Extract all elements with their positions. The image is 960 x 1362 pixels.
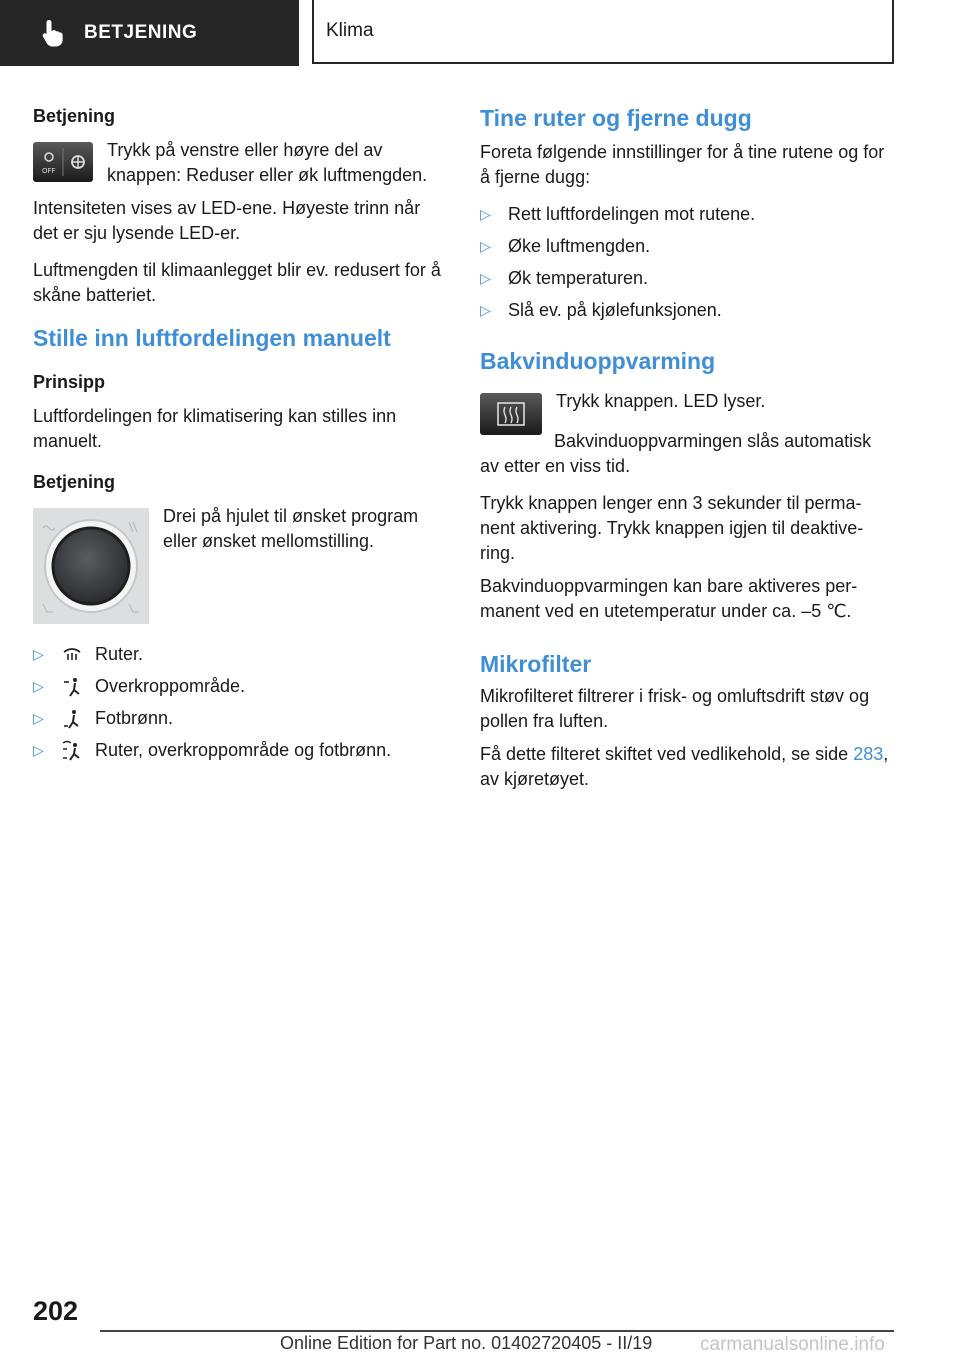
footwell-vent-icon: [61, 708, 83, 730]
microfilter-title: Mikrofilter: [480, 651, 592, 677]
list-item: [480, 234, 890, 259]
wheel-text: Drei på hjulet til ønsket program eller ønsket mellomstilling.: [163, 506, 419, 551]
triangle-bullet-icon: ▷: [480, 302, 491, 318]
watermark: carmanualsonline.info: [700, 1334, 885, 1355]
triangle-bullet-icon: ▷: [480, 206, 491, 222]
principle-text: Luftfordelingen for klimatisering kan stilles inn manuelt.: [33, 406, 397, 451]
rear-window-title: Bakvinduoppvarming: [480, 348, 716, 374]
defrost-step: Slå ev. på kjølefunksjonen.: [508, 300, 722, 320]
section-tab: [0, 0, 299, 66]
left-column: [33, 100, 443, 775]
distribution-label: Fotbrønn.: [95, 708, 174, 728]
hand-pointer-icon: [40, 18, 66, 48]
defrost-title: Tine ruter og fjerne dugg: [480, 105, 752, 131]
defrost-step: Øke luftmengden.: [508, 236, 651, 256]
airflow-button-text: Trykk på venstre eller høyre del av knappen: Reduser eller øk luftmengden.: [107, 140, 428, 185]
list-item: [33, 674, 443, 699]
defrost-step: Rett luftfordelingen mot rutene.: [508, 204, 756, 224]
wheel-block: [33, 504, 443, 624]
airflow-button-block: [33, 138, 443, 188]
led-text: Intensiteten vises av LED-ene. Høyeste trinn når det er sju lysende LED-er.: [33, 198, 421, 243]
triangle-bullet-icon: ▷: [480, 270, 491, 286]
operation-heading-2: Betjening: [33, 472, 116, 492]
rear-window-heating-button-icon: [480, 393, 542, 435]
operation-heading: Betjening: [33, 106, 116, 126]
triangle-bullet-icon: ▷: [33, 742, 44, 758]
defrost-step: Øk temperaturen.: [508, 268, 649, 288]
distribution-label: Overkroppområde.: [95, 676, 246, 696]
microfilter-service: Få dette filteret skiftet ved vedlikehold, se side 283, av kjøretøyet.: [480, 744, 889, 789]
rear-window-condition: Bakvinduoppvarmingen kan bare aktiveres permanent ved en utetemperatur under ca. –5 ℃.: [480, 576, 858, 621]
battery-text: Luftmengden til klimaanlegget blir ev. redusert for å skåne batteriet.: [33, 260, 441, 305]
defrost-intro: Foreta følgende innstillinger for å tine rutene og for å fjerne dugg:: [480, 142, 885, 187]
distribution-wheel-icon: [33, 508, 149, 624]
rear-window-long-press: Trykk knappen lenger enn 3 sekunder til permanent aktivering. Trykk knappen igjen til deaktivering.: [480, 493, 864, 563]
svg-text:OFF: OFF: [42, 167, 56, 175]
all-vents-icon: [61, 740, 83, 762]
triangle-bullet-icon: ▷: [33, 710, 44, 726]
list-item: [480, 266, 890, 291]
footer-rule: [100, 1330, 894, 1332]
page-header: [0, 0, 960, 66]
triangle-bullet-icon: ▷: [480, 238, 491, 254]
windshield-vent-icon: [61, 644, 83, 666]
distribution-label: Ruter, overkroppområde og fotbrønn.: [95, 740, 392, 760]
list-item: [480, 298, 890, 323]
triangle-bullet-icon: ▷: [33, 646, 44, 662]
list-item: [33, 738, 443, 763]
right-column: [480, 100, 890, 804]
chapter-tab: [312, 0, 894, 64]
section-label: BETJENING: [84, 22, 198, 43]
page-number: 202: [33, 1296, 79, 1326]
air-distribution-title: Stille inn luftfordelingen manuelt: [33, 325, 391, 351]
list-item: [480, 202, 890, 227]
list-item: [33, 642, 443, 667]
principle-heading: Prinsipp: [33, 372, 106, 392]
airflow-button-icon: [33, 142, 93, 182]
distribution-label: Ruter.: [95, 644, 144, 664]
defrost-steps: [480, 202, 890, 323]
edition-text: Online Edition for Part no. 01402720405 - II/19: [280, 1333, 653, 1353]
rear-window-auto-off: Bakvinduoppvarmingen slås automatisk av etter en viss tid.: [480, 431, 872, 476]
microfilter-text: Mikrofilteret filtrerer i frisk- og omluftsdrift støv og pollen fra luften.: [480, 686, 870, 731]
distribution-list: [33, 642, 443, 763]
rear-window-press: Trykk knappen. LED lyser.: [556, 391, 766, 411]
list-item: [33, 706, 443, 731]
chapter-label: Klima: [326, 20, 374, 41]
page-reference-link[interactable]: 283: [853, 744, 884, 764]
upper-body-vent-icon: [61, 676, 83, 698]
triangle-bullet-icon: ▷: [33, 678, 44, 694]
